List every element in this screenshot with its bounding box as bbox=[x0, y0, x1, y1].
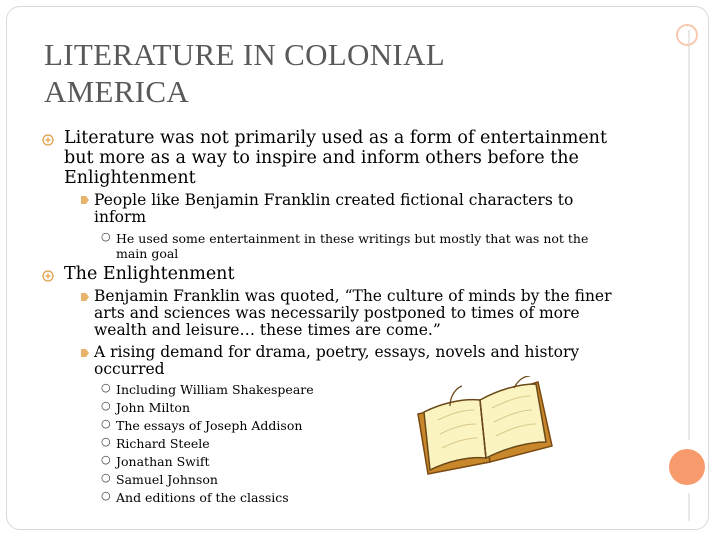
bullet-text-level1: The Enlightenment bbox=[64, 264, 235, 284]
bullet-text-level2: A rising demand for drama, poetry, essays, novels and history occurred bbox=[94, 343, 580, 378]
flag-bullet-icon bbox=[80, 292, 90, 302]
bullet-text-level1: Literature was not primarily used as a form of entertainment but more as a way to inspire and inform others before the Enlightenment bbox=[64, 128, 607, 188]
flag-bullet-icon bbox=[80, 195, 90, 205]
ring-bullet-icon: ○ bbox=[101, 435, 111, 448]
list-item: John Milton bbox=[116, 400, 191, 415]
open-book-icon bbox=[410, 376, 560, 476]
circle-flower-bullet-icon bbox=[42, 270, 54, 282]
ring-bullet-icon: ○ bbox=[101, 381, 111, 394]
circle-flower-bullet-icon bbox=[42, 134, 54, 146]
ring-bullet-icon: ○ bbox=[101, 417, 111, 430]
bullet-text-level2: People like Benjamin Franklin created fictional characters to inform bbox=[94, 191, 574, 226]
list-item: The essays of Joseph Addison bbox=[116, 418, 303, 433]
list-item: Jonathan Swift bbox=[116, 454, 210, 469]
ring-bullet-icon: ○ bbox=[101, 399, 111, 412]
list-item: Including William Shakespeare bbox=[116, 382, 314, 397]
ring-bullet-icon: ○ bbox=[101, 453, 111, 466]
decorative-rule-top bbox=[688, 30, 690, 440]
bullet-text-level3: He used some entertainment in these writings but mostly that was not the main goal bbox=[116, 231, 589, 261]
ring-bullet-icon: ○ bbox=[101, 230, 111, 243]
list-item: Samuel Johnson bbox=[116, 472, 218, 487]
ring-bullet-icon: ○ bbox=[101, 471, 111, 484]
decorative-circle bbox=[669, 449, 705, 485]
bullet-text-level2: Benjamin Franklin was quoted, “The culture of minds by the finer arts and sciences was necessarily postponed to times of more wealth and leisure… these times are come.” bbox=[94, 287, 612, 339]
list-item: Richard Steele bbox=[116, 436, 210, 451]
slide-title: LITERATURE IN COLONIAL AMERICA bbox=[44, 37, 444, 109]
decorative-ring bbox=[676, 24, 698, 46]
list-item: And editions of the classics bbox=[116, 490, 289, 505]
flag-bullet-icon bbox=[80, 348, 90, 358]
ring-bullet-icon: ○ bbox=[101, 489, 111, 502]
decorative-rule-bottom bbox=[688, 493, 690, 521]
